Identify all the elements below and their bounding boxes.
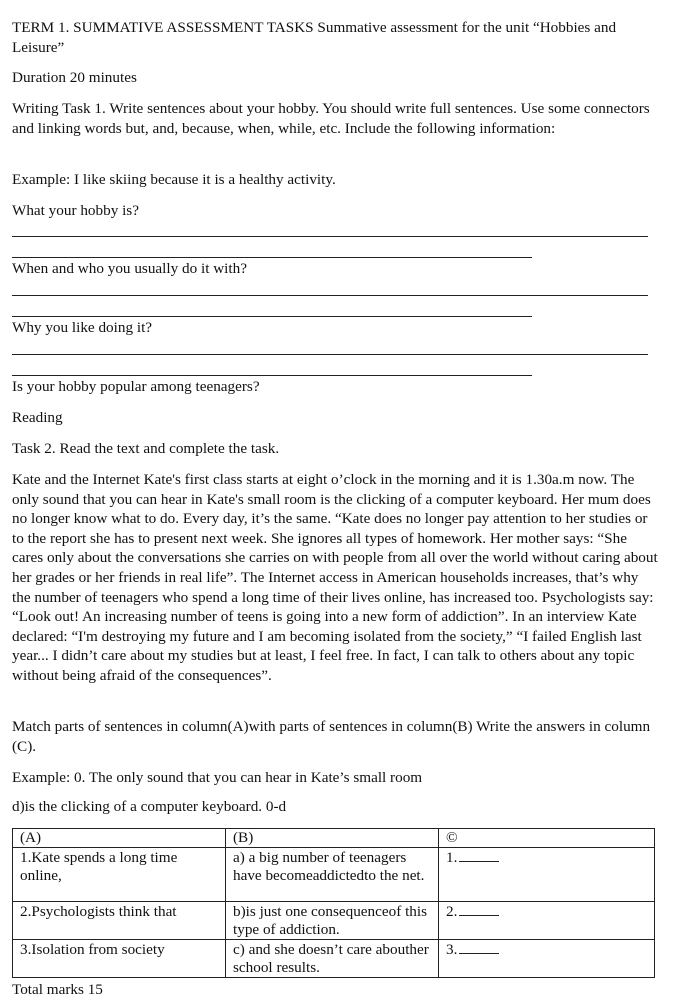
column-b-header: (B) — [226, 829, 439, 848]
duration-text: Duration 20 minutes — [12, 69, 137, 86]
table-header-row — [13, 829, 655, 848]
answer-cell[interactable] — [439, 848, 655, 902]
table-row — [13, 902, 655, 940]
document-title: TERM 1. SUMMATIVE ASSESSMENT TASKS Summative assessment for the unit “Hobbies and Leisure” — [12, 19, 617, 56]
question-hobby: What your hobby is? — [12, 202, 139, 219]
answer-blank[interactable] — [459, 941, 499, 954]
match-instructions: Match parts of sentences in column(A)with parts of sentences in column(B) Write the answers in column (C). — [12, 718, 651, 755]
answer-cell[interactable] — [439, 902, 655, 940]
column-b-cell: c) and she doesn’t care abouther school results. — [226, 940, 439, 978]
reading-text: Kate and the Internet Kate's first class starts at eight o’clock in the morning and it is 1.30a.m now. The only sound that you can hear in Kate's small room is the clicking of a computer keyboard. Her mum does no longer know what to do. Every day, it’s the same. “Kate does no longer pay attention to her studies or to the report she has to present next week. She ignores all types of homework. Her mother says: “She cares only about the conversations she carries on with people from all over the world without caring about her grades or her friends in real life”. The Internet access in American households increases, that’s why the number of teenagers who spend a long time of their lives online, has increased too. Psychologists say: “Look out! An increasing number of teens is going into a new form of addiction”. In an interview Kate declared: “I'm destroying my future and I am becoming isolated from the society,” “I failed English last year... I didn’t care about my studies but at least, I feel free. In fact, I can talk to others about any topic without being afraid of the consequences”. — [12, 471, 658, 684]
answer-number: 1. — [446, 849, 458, 866]
column-a-header: (A) — [13, 829, 226, 848]
answer-blank[interactable] — [459, 903, 499, 916]
answer-line[interactable] — [12, 375, 532, 376]
writing-example: Example: I like skiing because it is a healthy activity. — [12, 171, 336, 188]
answer-line[interactable] — [12, 316, 532, 317]
column-a-cell: 3.Isolation from society — [13, 940, 226, 978]
table-row — [13, 940, 655, 978]
match-example-line1: Example: 0. The only sound that you can hear in Kate’s small room — [12, 769, 423, 786]
column-a-cell: 2.Psychologists think that — [13, 902, 226, 940]
table-row — [13, 848, 655, 902]
writing-task-instructions: Writing Task 1. Write sentences about your hobby. You should write full sentences. Use some connectors and linking words but, and, because, when, while, etc. Include the following information: — [12, 100, 650, 137]
answer-number: 2. — [446, 903, 458, 920]
matching-table — [12, 828, 655, 978]
total-marks: Total marks 15 — [12, 981, 103, 998]
answer-line[interactable] — [12, 354, 648, 355]
answer-number: 3. — [446, 941, 458, 958]
column-c-header: © — [439, 829, 655, 848]
column-b-cell: a) a big number of teenagers have becomeaddictedto the net. — [226, 848, 439, 902]
answer-line[interactable] — [12, 295, 648, 296]
answer-line[interactable] — [12, 236, 648, 237]
column-b-cell: b)is just one consequenceof this type of addiction. — [226, 902, 439, 940]
answer-line[interactable] — [12, 257, 532, 258]
reading-heading: Reading — [12, 409, 63, 426]
question-popular: Is your hobby popular among teenagers? — [12, 378, 260, 395]
column-a-cell: 1.Kate spends a long time online, — [13, 848, 226, 902]
question-when-who: When and who you usually do it with? — [12, 260, 247, 277]
match-example-line2: d)is the clicking of a computer keyboard. 0-d — [12, 798, 287, 815]
answer-blank[interactable] — [459, 849, 499, 862]
answer-cell[interactable] — [439, 940, 655, 978]
question-why: Why you like doing it? — [12, 319, 153, 336]
reading-task: Task 2. Read the text and complete the task. — [12, 440, 280, 457]
